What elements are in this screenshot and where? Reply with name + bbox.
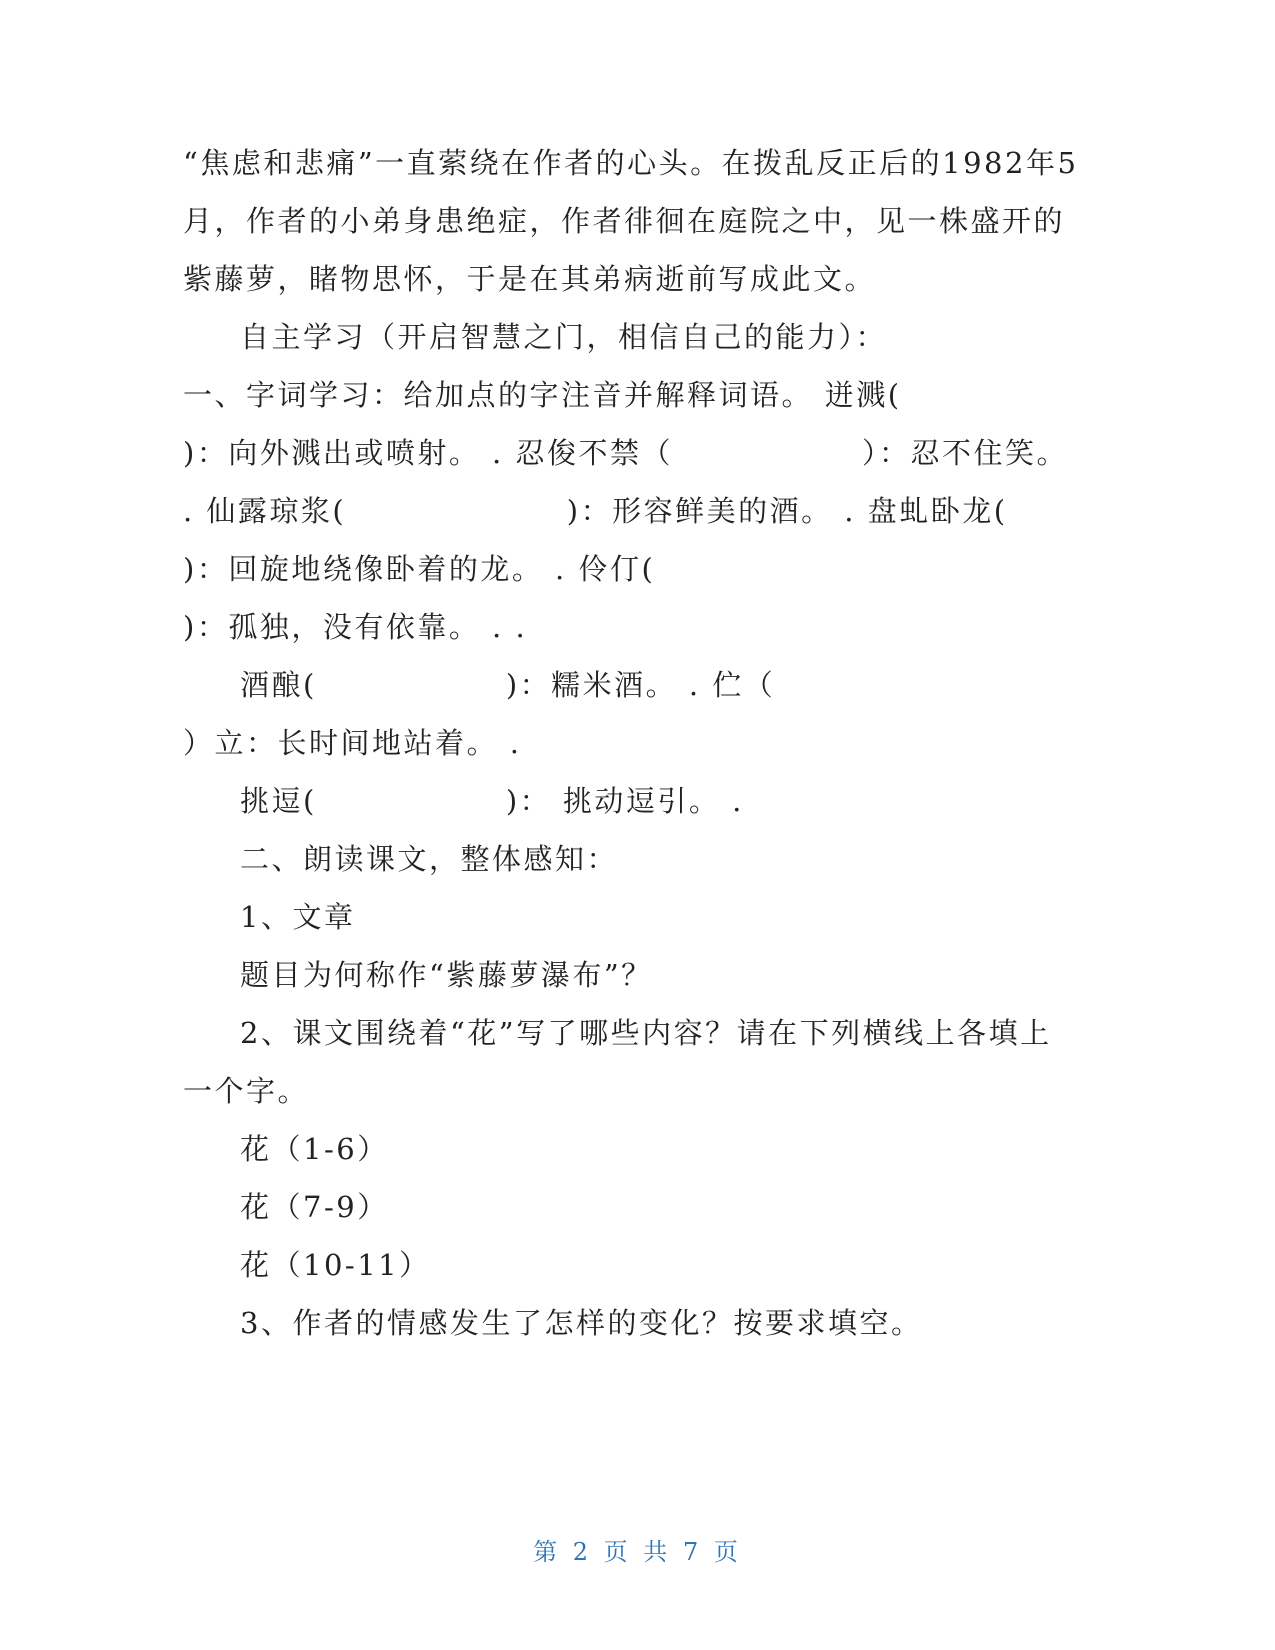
body-line-3: 紫藤萝，睹物思怀，于是在其弟病逝前写成此文。 <box>183 262 877 296</box>
flower-blank-3: 花（10-11） <box>240 1248 431 1282</box>
question-3-line: 3、作者的情感发生了怎样的变化？按要求填空。 <box>240 1306 923 1340</box>
vocab-line-8: 挑逗( )： 挑动逗引。 . <box>240 784 744 818</box>
body-line-2: 月，作者的小弟身患绝症，作者徘徊在庭院之中，见一株盛开的 <box>183 204 1066 238</box>
vocab-line-5: )：孤独，没有依靠。 . . <box>183 610 528 644</box>
question-1-line-1: 1、文章 <box>240 900 356 934</box>
question-2-line-1: 2、课文围绕着“花”写了哪些内容？请在下列横线上各填上 <box>240 1016 1052 1050</box>
vocab-line-6: 酒酿( )：糯米酒。 . 伫（ <box>240 668 776 702</box>
question-2-line-2: 一个字。 <box>183 1074 310 1108</box>
section-heading-self-study: 自主学习（开启智慧之门，相信自己的能力）： <box>240 320 888 354</box>
vocab-line-2: )：向外溅出或喷射。 . 忍俊不禁（ ）：忍不住笑。 <box>183 436 1068 470</box>
vocab-heading-line: 一、字词学习：给加点的字注音并解释词语。 迸溅( <box>183 378 902 412</box>
flower-blank-2: 花（7-9） <box>240 1190 389 1224</box>
vocab-line-7: ）立：长时间地站着。 . <box>183 726 522 760</box>
question-1-line-2: 题目为何称作“紫藤萝瀑布”？ <box>240 958 653 992</box>
section-heading-reading: 二、朗读课文，整体感知： <box>240 842 619 876</box>
body-line-1: “焦虑和悲痛”一直萦绕在作者的心头。在拨乱反正后的1982年5 <box>183 146 1079 180</box>
vocab-line-3: . 仙露琼浆( )：形容鲜美的酒。 . 盘虬卧龙( <box>183 494 1008 528</box>
page-number-footer: 第 2 页 共 7 页 <box>533 1538 742 1566</box>
vocab-line-4: )：回旋地绕像卧着的龙。 . 伶仃( <box>183 552 656 586</box>
flower-blank-1: 花（1-6） <box>240 1132 389 1166</box>
